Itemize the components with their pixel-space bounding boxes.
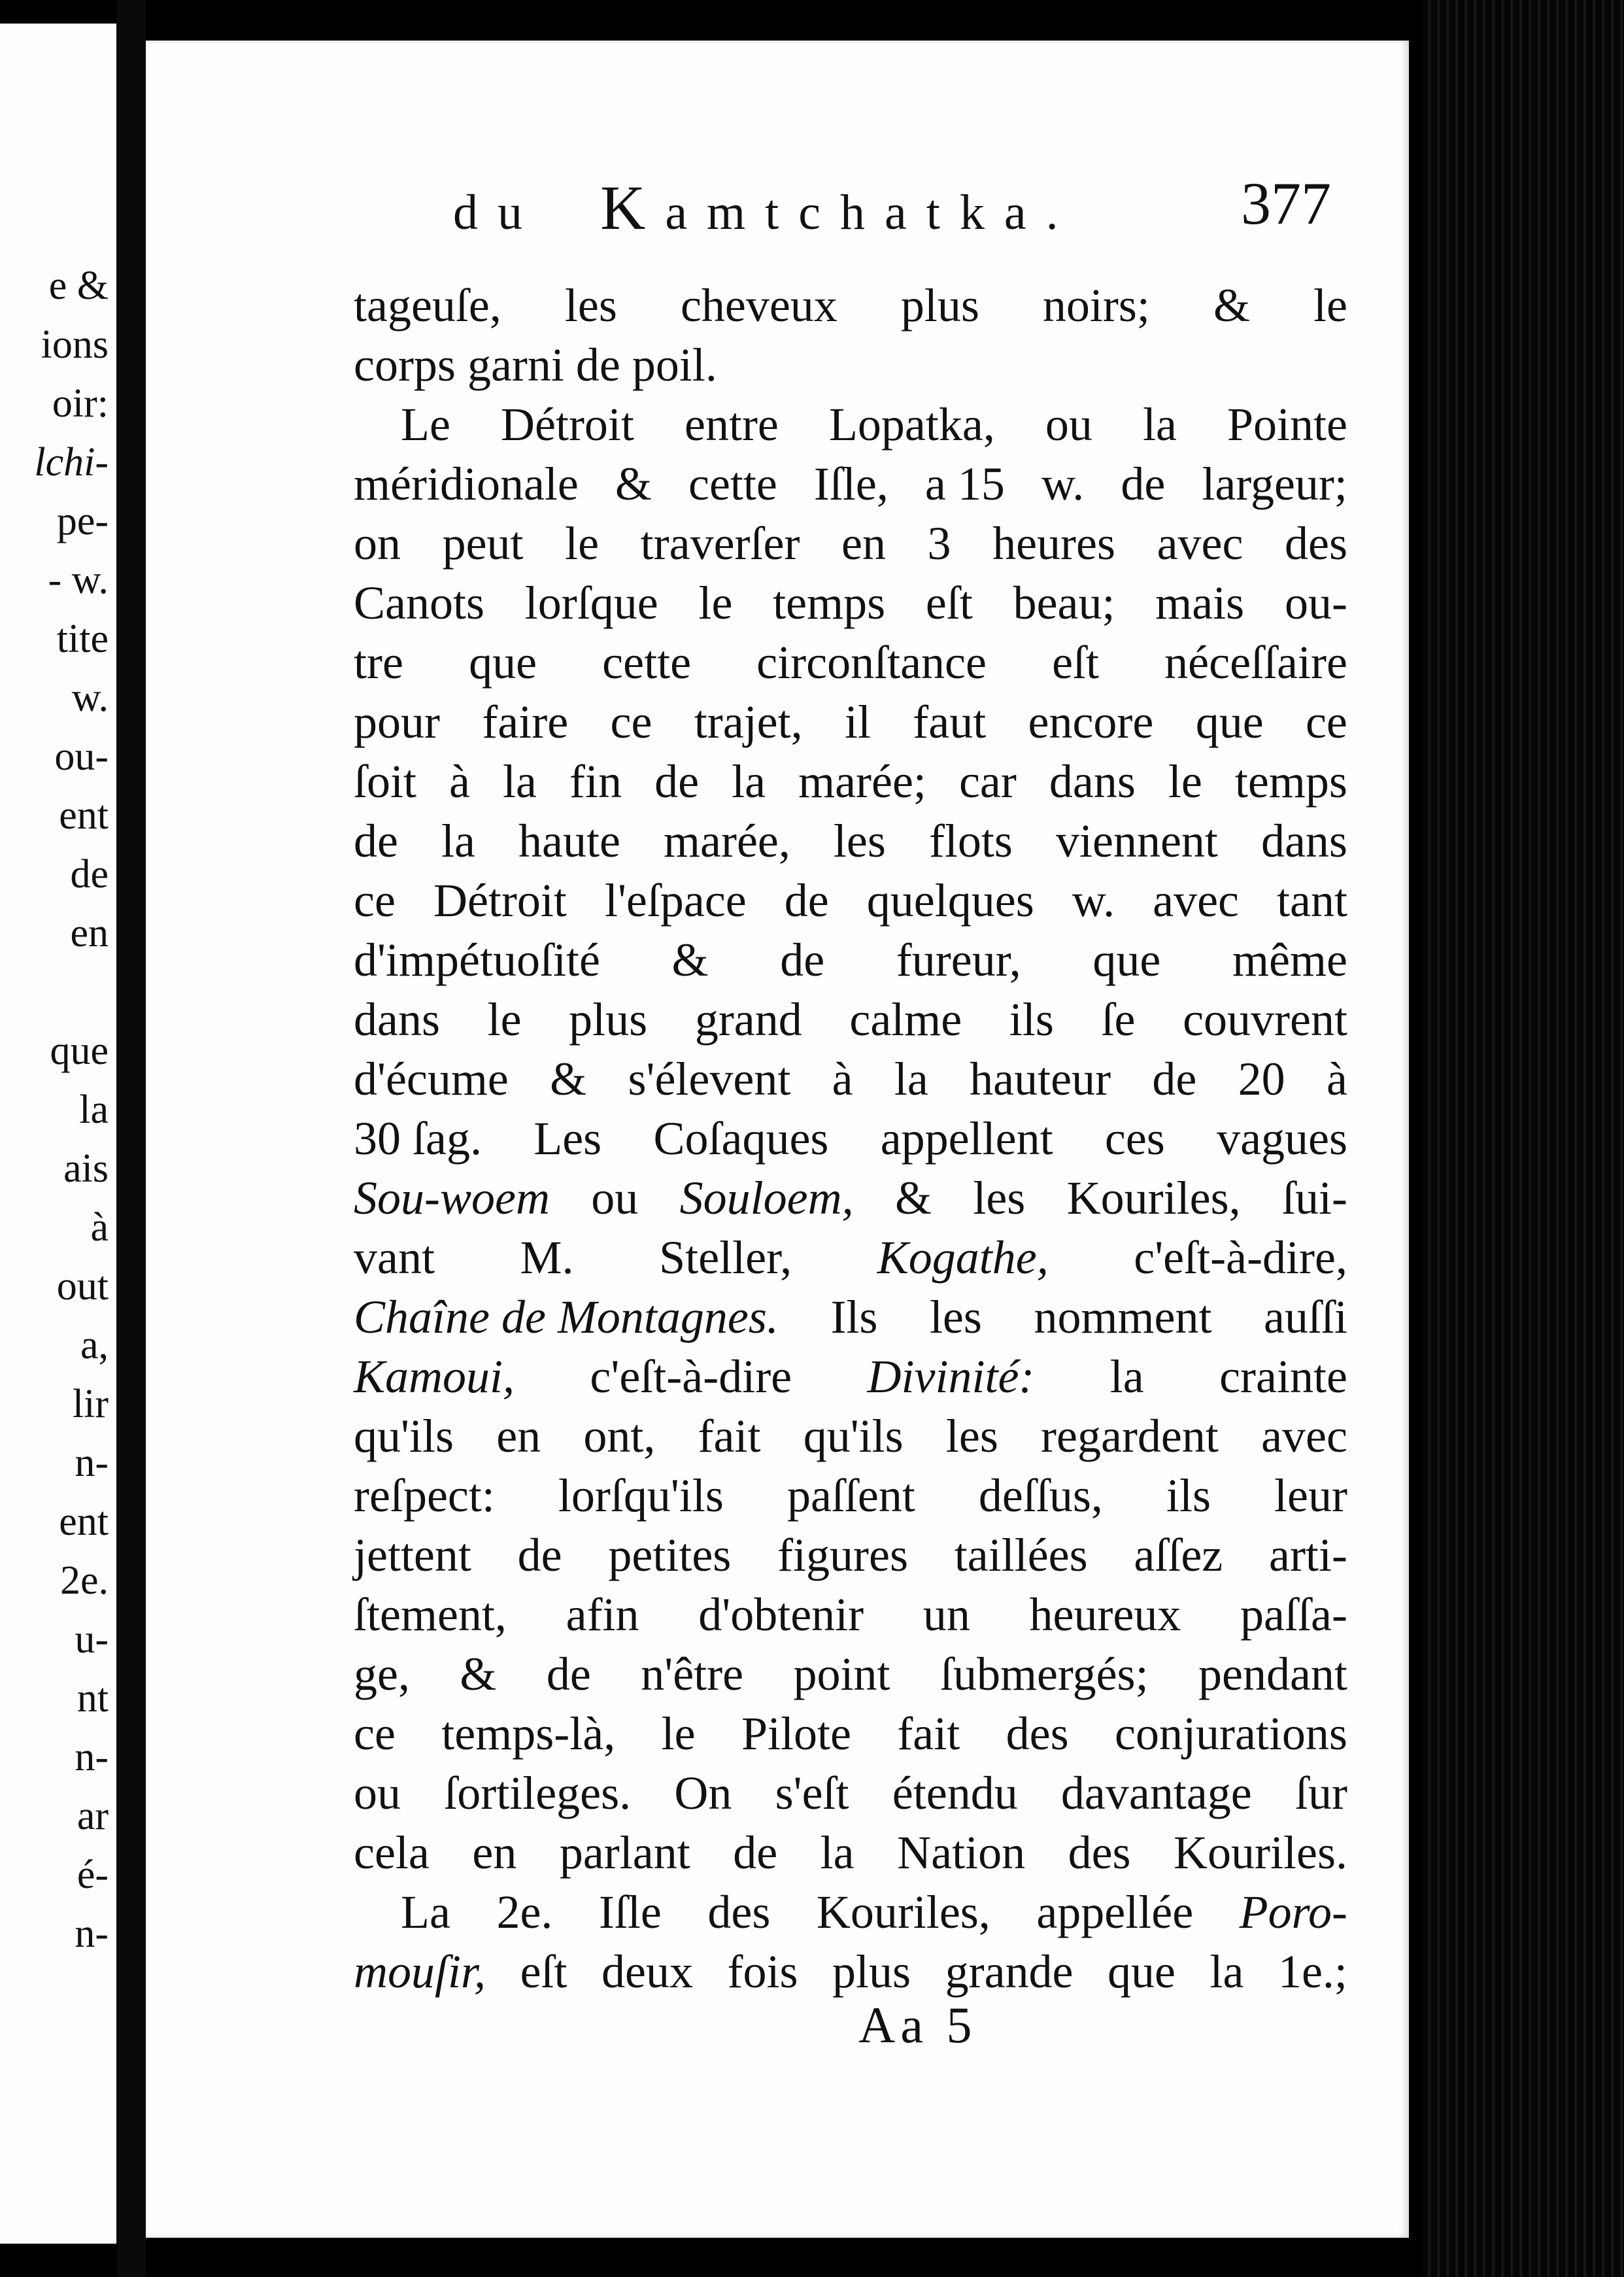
text-word: M. — [520, 1231, 574, 1284]
text-word: ſortileges. — [444, 1767, 632, 1819]
text-line — [354, 990, 1347, 1050]
text-word: crainte — [1219, 1350, 1347, 1403]
text-word: aſſez — [1134, 1529, 1223, 1581]
text-word: on — [354, 517, 401, 570]
text-word: tageuſe, — [354, 279, 501, 332]
text-word: avec — [1153, 874, 1239, 927]
text-word: pendant — [1198, 1648, 1347, 1700]
text-word: d'impétuoſité — [354, 934, 600, 986]
text-word: ce — [610, 696, 652, 748]
text-line — [354, 1585, 1347, 1645]
text-word: parlant — [559, 1826, 690, 1879]
text-word: que — [1108, 1945, 1176, 1998]
text-word: ils — [1166, 1469, 1211, 1522]
text-word: avec — [1157, 517, 1243, 570]
text-word: eſt — [520, 1945, 567, 1998]
text-word: encore — [1028, 696, 1154, 748]
text-line — [354, 1347, 1347, 1407]
text-word: ce — [1305, 696, 1347, 748]
text-word: que — [1195, 696, 1264, 748]
left-fragment: lchi- — [34, 440, 109, 485]
text-word: de — [517, 1529, 562, 1581]
text-word: Coſaques — [653, 1112, 829, 1165]
text-word: plus — [569, 993, 648, 1046]
text-word: Kouriles. — [1174, 1826, 1347, 1879]
text-word: ont, — [583, 1410, 656, 1462]
text-word: n'être — [641, 1648, 744, 1700]
text-word: fureur, — [896, 934, 1021, 986]
text-word: Steller, — [659, 1231, 792, 1284]
left-fragment: u- — [75, 1617, 109, 1662]
left-fragment: out — [56, 1264, 109, 1309]
text-word: grande — [945, 1945, 1074, 1998]
text-word: Iſle, — [813, 458, 888, 510]
text-word: la — [820, 1826, 854, 1879]
text-word: vagues — [1217, 1112, 1347, 1165]
text-word: de — [733, 1826, 778, 1879]
text-word: jettent — [354, 1529, 471, 1581]
text-line — [354, 514, 1347, 574]
text-word: 30 ſag. — [354, 1112, 482, 1165]
text-word: Poro- — [1239, 1886, 1347, 1938]
text-word: temps — [773, 577, 886, 629]
text-word: heures — [992, 517, 1116, 570]
left-page — [0, 24, 116, 2244]
text-word: grand — [694, 993, 802, 1046]
text-word: auſſi — [1263, 1291, 1347, 1343]
text-word: d'obtenir — [698, 1588, 864, 1641]
text-word: des — [707, 1886, 771, 1938]
text-word: plus — [900, 279, 979, 332]
text-word: davantage — [1060, 1767, 1252, 1819]
text-word: le — [698, 577, 733, 629]
text-word: entre — [684, 398, 779, 451]
text-word: Détroit — [433, 874, 567, 927]
text-word: 2e. — [496, 1886, 553, 1938]
text-word: le — [565, 517, 600, 570]
text-word: le — [1168, 755, 1202, 808]
text-word: les — [564, 279, 617, 332]
text-word: point — [793, 1648, 890, 1700]
text-line — [354, 633, 1347, 693]
text-word: Kamoui, — [354, 1350, 515, 1403]
text-word: & — [894, 1172, 932, 1224]
text-word: ce — [354, 1707, 396, 1760]
text-word: c'eſt-à-dire — [590, 1350, 792, 1403]
text-word: faire — [482, 696, 569, 748]
text-word: appellent — [880, 1112, 1053, 1165]
text-word: ces — [1104, 1112, 1165, 1165]
text-word: étendu — [892, 1767, 1018, 1819]
text-word: corps garni de poil. — [354, 339, 717, 391]
text-word: ou — [1045, 398, 1092, 451]
text-word: cette — [602, 636, 692, 689]
text-word: ſtement, — [354, 1588, 507, 1641]
text-line — [354, 931, 1347, 990]
text-word: dans — [354, 993, 440, 1046]
text-line — [354, 871, 1347, 931]
text-line — [354, 276, 1347, 335]
text-word: pour — [354, 696, 440, 748]
text-line — [354, 1764, 1347, 1823]
text-line — [354, 1942, 1347, 2002]
text-word: cheveux — [680, 279, 837, 332]
text-word: les — [945, 1410, 998, 1462]
text-word: il — [844, 696, 871, 748]
left-fragment: oir: — [52, 381, 109, 426]
text-word: le — [487, 993, 522, 1046]
text-word: l'eſpace — [604, 874, 747, 927]
text-word: méridionale — [354, 458, 579, 510]
left-fragment: à — [90, 1205, 109, 1250]
left-fragment: en — [70, 911, 109, 955]
left-fragment: pe- — [56, 499, 109, 543]
text-word: figures — [777, 1529, 908, 1581]
text-word: un — [922, 1588, 970, 1641]
text-word: petites — [608, 1529, 732, 1581]
text-word: beau; — [1013, 577, 1115, 629]
text-word: de — [546, 1648, 591, 1700]
text-line — [354, 574, 1347, 633]
text-word: La — [401, 1886, 450, 1938]
running-head-initial: K — [600, 173, 666, 243]
left-fragment: ent — [59, 793, 109, 838]
text-word: noirs; — [1042, 279, 1150, 332]
text-word: Kogathe, — [877, 1231, 1049, 1284]
text-word: deux — [601, 1945, 694, 1998]
text-word: de — [654, 755, 700, 808]
text-word: calme — [849, 993, 962, 1046]
text-word: la — [1109, 1350, 1144, 1403]
text-word: taillées — [954, 1529, 1088, 1581]
text-word: faut — [913, 696, 987, 748]
text-word: ſur — [1294, 1767, 1347, 1819]
text-word: tre — [354, 636, 403, 689]
signature-mark: Aa 5 — [858, 1996, 977, 2053]
text-word: Canots — [354, 577, 485, 629]
left-fragment: ent — [59, 1499, 109, 1544]
text-word: ſubmergés; — [939, 1648, 1149, 1700]
text-word: mais — [1155, 577, 1245, 629]
text-word: Sou-woem — [354, 1172, 550, 1224]
text-word: Ils — [830, 1291, 878, 1343]
text-word: ou- — [1284, 577, 1347, 629]
text-line — [354, 335, 1347, 395]
text-word: à — [449, 755, 471, 808]
text-word: fois — [727, 1945, 798, 1998]
text-word: la — [1142, 398, 1177, 451]
text-word: Souloem, — [679, 1172, 854, 1224]
text-word: Lopatka, — [828, 398, 995, 451]
text-line — [354, 1109, 1347, 1169]
text-word: reſpect: — [354, 1469, 495, 1522]
text-word: fait — [698, 1410, 761, 1462]
text-word: ſe — [1101, 993, 1136, 1046]
text-word: ſoit — [354, 755, 417, 808]
text-word: qu'ils — [803, 1410, 904, 1462]
text-line — [354, 693, 1347, 752]
left-fragment: a, — [80, 1323, 109, 1367]
left-fragment: e & — [48, 264, 109, 308]
text-word: 3 — [927, 517, 951, 570]
text-line — [354, 454, 1347, 514]
text-word: viennent — [1056, 815, 1218, 867]
text-word: la — [1210, 1945, 1244, 1998]
text-word: leur — [1274, 1469, 1347, 1522]
text-line — [354, 1883, 1347, 1942]
text-word: la — [503, 755, 537, 808]
text-word: & — [550, 1053, 587, 1105]
text-word: Les — [533, 1112, 602, 1165]
text-word: de — [1152, 1053, 1197, 1105]
left-fragment: n- — [75, 1441, 109, 1485]
text-word: trajet, — [694, 696, 803, 748]
text-word: en — [841, 517, 886, 570]
text-word: le — [1313, 279, 1347, 332]
running-head — [453, 171, 1078, 244]
running-head-du: du — [453, 185, 542, 240]
text-word: tant — [1277, 874, 1347, 927]
left-fragment: ou- — [54, 734, 109, 779]
text-word: de — [780, 934, 825, 986]
text-word: ce — [354, 874, 396, 927]
text-line — [354, 1288, 1347, 1347]
text-word: à — [1326, 1053, 1347, 1105]
text-word: cette — [688, 458, 777, 510]
text-word: a 15 — [924, 458, 1005, 510]
text-word: fait — [897, 1707, 960, 1760]
text-word: Divinité: — [867, 1350, 1035, 1403]
left-fragment: n- — [75, 1735, 109, 1779]
left-fragment: lir — [72, 1382, 109, 1426]
page-edges — [1422, 0, 1624, 2277]
text-word: lorſque — [524, 577, 658, 629]
left-fragment: 2e. — [59, 1558, 109, 1603]
text-word: circonſtance — [756, 636, 987, 689]
text-word: heureux — [1029, 1588, 1181, 1641]
text-word: ſui- — [1281, 1172, 1347, 1224]
text-word: & — [615, 458, 652, 510]
text-word: eſt — [1052, 636, 1100, 689]
text-word: flots — [928, 815, 1013, 867]
text-word: plus — [832, 1945, 911, 1998]
text-word: w. — [1041, 458, 1085, 510]
text-word: Le — [401, 398, 450, 451]
text-word: les — [929, 1291, 982, 1343]
left-fragment: w. — [71, 676, 109, 720]
left-fragment: - w. — [48, 558, 109, 602]
left-fragment: nt — [76, 1676, 109, 1721]
text-word: 20 — [1238, 1053, 1285, 1105]
text-word: Kouriles, — [816, 1886, 990, 1938]
text-word: temps — [1234, 755, 1347, 808]
text-line — [354, 395, 1347, 454]
left-fragment: n- — [75, 1911, 109, 1956]
left-fragment: de — [70, 852, 109, 897]
text-word: lorſqu'ils — [558, 1469, 724, 1522]
left-fragment: ais — [63, 1146, 109, 1191]
text-line — [354, 1645, 1347, 1704]
text-word: hauteur — [970, 1053, 1111, 1105]
text-word: mouſir, — [354, 1945, 486, 1998]
text-word: néceſſaire — [1164, 636, 1347, 689]
text-word: nomment — [1034, 1291, 1212, 1343]
page-number: 377 — [1241, 170, 1331, 237]
text-word: Pilote — [741, 1707, 851, 1760]
text-word: de — [1121, 458, 1166, 510]
text-word: que — [469, 636, 537, 689]
text-word: car — [958, 755, 1017, 808]
text-word: & — [460, 1648, 497, 1700]
text-word: eſt — [925, 577, 973, 629]
text-word: Kouriles, — [1066, 1172, 1241, 1224]
text-word: ge, — [354, 1648, 410, 1700]
text-line — [354, 1228, 1347, 1288]
text-word: de — [354, 815, 398, 867]
text-line — [354, 812, 1347, 871]
text-word: Pointe — [1226, 398, 1347, 451]
text-word: en — [496, 1410, 541, 1462]
left-fragment: ions — [41, 322, 109, 367]
text-word: qu'ils — [354, 1410, 454, 1462]
text-word: fin — [569, 755, 622, 808]
text-word: regardent — [1041, 1410, 1219, 1462]
text-word: deſſus, — [978, 1469, 1103, 1522]
text-word: On — [674, 1767, 732, 1819]
left-fragment: ar — [76, 1794, 109, 1838]
text-word: les — [833, 815, 886, 867]
running-head-rest: amtchatka. — [665, 185, 1078, 240]
text-word: paſſa- — [1240, 1588, 1347, 1641]
text-line — [354, 1526, 1347, 1585]
left-fragment: tite — [56, 617, 109, 661]
text-line — [354, 1407, 1347, 1466]
text-word: cela — [354, 1826, 430, 1879]
text-word: la — [732, 755, 766, 808]
text-word: temps-là, — [441, 1707, 616, 1760]
book-gutter — [116, 0, 146, 2277]
text-word: ils — [1009, 993, 1054, 1046]
text-word: les — [973, 1172, 1026, 1224]
left-fragment: que — [50, 1029, 109, 1073]
text-line — [354, 1466, 1347, 1526]
left-fragment: la — [79, 1087, 109, 1132]
text-word: paſſent — [787, 1469, 915, 1522]
text-word: avec — [1261, 1410, 1347, 1462]
text-word: la — [441, 815, 475, 867]
text-word: w. — [1072, 874, 1115, 927]
text-word: traverſer — [640, 517, 800, 570]
text-word: quelques — [866, 874, 1034, 927]
text-word: ou — [591, 1172, 639, 1224]
text-line — [354, 752, 1347, 812]
text-word: s'eſt — [775, 1767, 849, 1819]
text-word: couvrent — [1183, 993, 1347, 1046]
text-word: & — [671, 934, 709, 986]
text-word: en — [472, 1826, 517, 1879]
body-text — [354, 276, 1347, 2002]
text-word: conjurations — [1115, 1707, 1347, 1760]
text-word: largeur; — [1202, 458, 1347, 510]
text-word: que — [1092, 934, 1161, 986]
text-word: le — [661, 1707, 696, 1760]
text-word: appellée — [1036, 1886, 1194, 1938]
text-word: c'eſt-à-dire, — [1134, 1231, 1347, 1284]
text-word: afin — [566, 1588, 639, 1641]
text-line — [354, 1169, 1347, 1228]
text-word: marée; — [798, 755, 926, 808]
text-word: & — [1213, 279, 1250, 332]
text-word: vant — [354, 1231, 435, 1284]
text-word: Chaîne de Montagnes. — [354, 1291, 779, 1343]
text-word: la — [894, 1053, 928, 1105]
text-word: des — [1006, 1707, 1069, 1760]
text-word: Détroit — [500, 398, 634, 451]
text-word: Iſle — [598, 1886, 662, 1938]
text-word: 1e.; — [1277, 1945, 1347, 1998]
text-word: ou — [354, 1767, 401, 1819]
text-line — [354, 1050, 1347, 1109]
text-word: s'élevent — [628, 1053, 791, 1105]
book-page — [146, 41, 1409, 2238]
text-word: à — [832, 1053, 853, 1105]
text-word: de — [784, 874, 829, 927]
text-word: même — [1232, 934, 1347, 986]
text-word: d'écume — [354, 1053, 509, 1105]
text-word: dans — [1260, 815, 1347, 867]
text-word: des — [1068, 1826, 1131, 1879]
text-word: dans — [1049, 755, 1136, 808]
text-word: haute — [518, 815, 620, 867]
text-word: marée, — [664, 815, 790, 867]
text-word: arti- — [1269, 1529, 1347, 1581]
text-word: Nation — [897, 1826, 1026, 1879]
text-word: peut — [442, 517, 524, 570]
left-fragment: é- — [76, 1853, 109, 1897]
text-line — [354, 1704, 1347, 1764]
text-line — [354, 1823, 1347, 1883]
text-word: des — [1285, 517, 1347, 570]
